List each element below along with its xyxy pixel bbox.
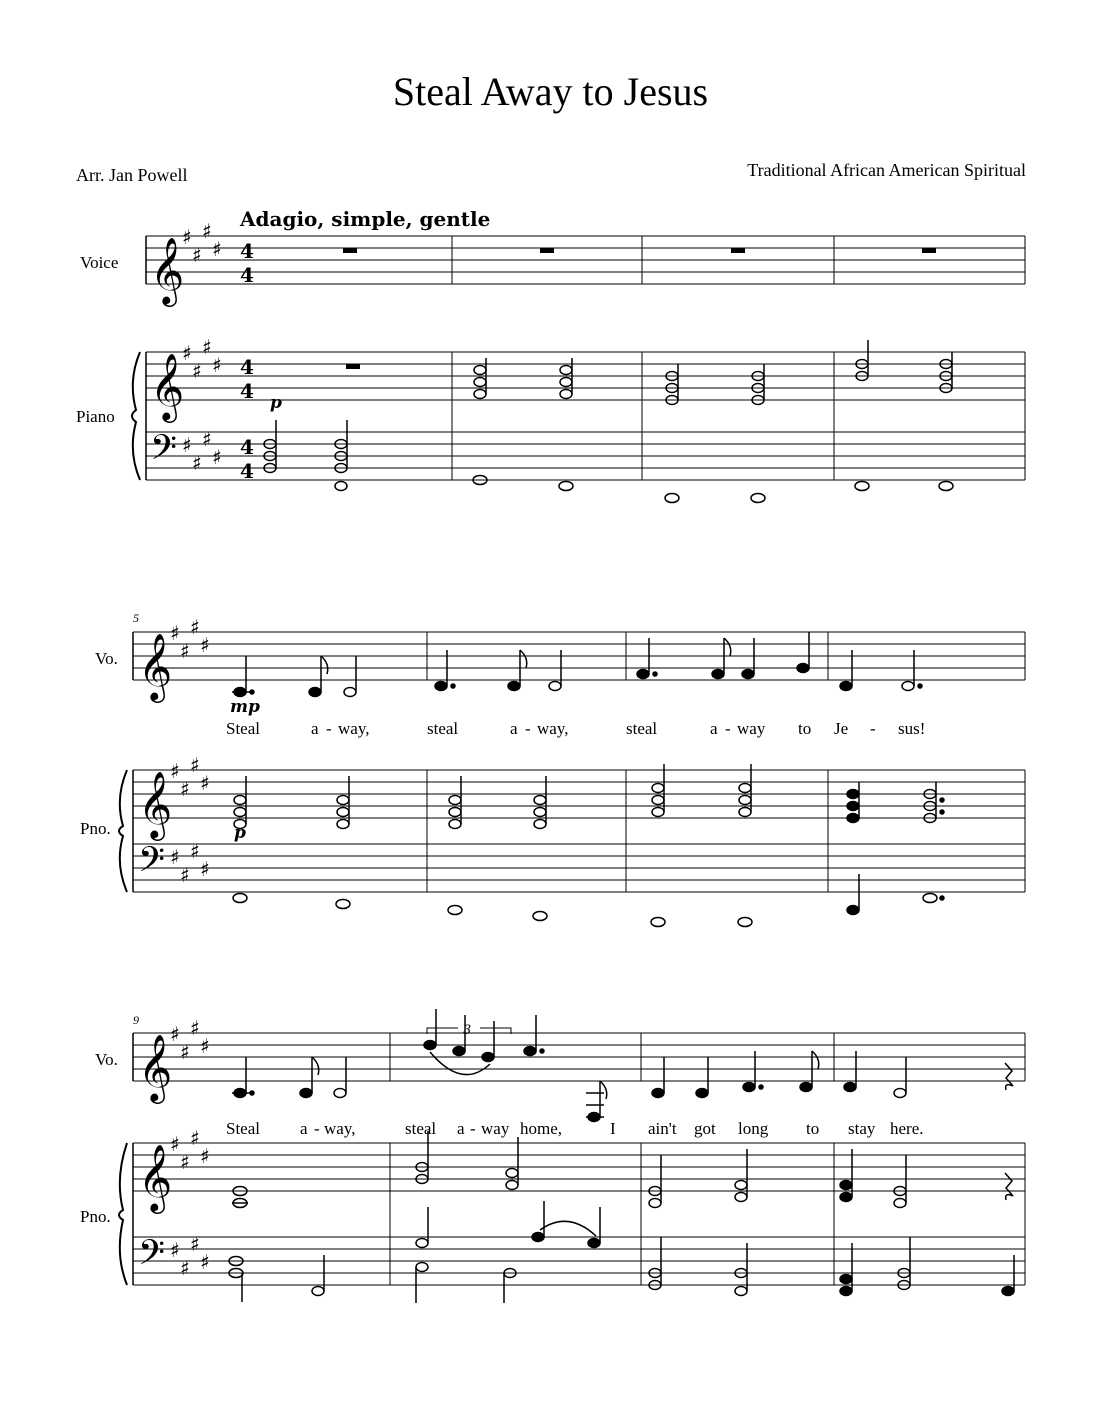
bass-clef-icon: 𝄢 xyxy=(138,839,166,888)
svg-text:-: - xyxy=(525,719,531,738)
svg-text:♯: ♯ xyxy=(180,1256,190,1280)
clefs-system-3 xyxy=(138,1033,172,1281)
svg-text:-: - xyxy=(326,719,332,738)
treble-clef-icon: 𝄞 xyxy=(138,632,173,700)
svg-text:♯: ♯ xyxy=(212,445,222,469)
svg-text:♯: ♯ xyxy=(180,1150,190,1174)
svg-text:♯: ♯ xyxy=(190,1232,200,1256)
piano-notes-system-2 xyxy=(233,764,944,927)
tempo-marking: Adagio, simple, gentle xyxy=(240,207,491,231)
svg-text:4: 4 xyxy=(240,435,254,459)
piano-bass-staff-1 xyxy=(146,432,1025,480)
svg-text:4: 4 xyxy=(240,263,254,287)
svg-text:♯: ♯ xyxy=(180,863,190,887)
system-2 xyxy=(119,632,1025,892)
measure-number: 9 xyxy=(133,1013,139,1027)
voice-staff-1 xyxy=(146,236,1025,284)
instrument-name-piano: Piano xyxy=(76,407,115,426)
svg-text:steal: steal xyxy=(427,719,459,738)
svg-text:a: a xyxy=(300,1119,308,1138)
bass-clef-icon: 𝄢 xyxy=(150,427,178,476)
svg-text:♯: ♯ xyxy=(212,353,222,377)
svg-text:way: way xyxy=(737,719,766,738)
lyrics-system-2 xyxy=(226,719,925,738)
svg-text:a: a xyxy=(510,719,518,738)
page-title: Steal Away to Jesus xyxy=(392,69,709,114)
voice-notes-system-2 xyxy=(232,632,922,697)
svg-text:to: to xyxy=(798,719,812,738)
svg-text:♯: ♯ xyxy=(182,225,192,249)
system-1 xyxy=(132,236,1025,480)
clefs-system-1 xyxy=(150,236,184,476)
svg-text:♯: ♯ xyxy=(192,451,202,475)
treble-clef-icon: 𝄞 xyxy=(150,352,185,420)
instrument-name-voice: Vo. xyxy=(95,649,118,668)
svg-text:♯: ♯ xyxy=(182,341,192,365)
svg-text:♯: ♯ xyxy=(200,1034,210,1058)
svg-text:way,: way, xyxy=(537,719,569,738)
svg-text:♯: ♯ xyxy=(170,845,180,869)
piano-treble-staff-3 xyxy=(133,1143,1025,1191)
svg-text:-: - xyxy=(870,719,876,738)
instrument-name-piano: Pno. xyxy=(80,819,111,838)
treble-clef-icon: 𝄞 xyxy=(138,1033,173,1101)
treble-clef-icon: 𝄞 xyxy=(138,770,173,838)
svg-text:♯: ♯ xyxy=(192,243,202,267)
svg-text:-: - xyxy=(725,719,731,738)
svg-text:♯: ♯ xyxy=(170,1238,180,1262)
svg-text:home,: home, xyxy=(520,1119,563,1138)
voice-notes-system-3 xyxy=(232,1009,1013,1122)
key-signatures-system-1 xyxy=(182,219,222,475)
svg-text:a: a xyxy=(311,719,319,738)
piano-bass-staff-2 xyxy=(133,844,1025,892)
svg-text:♯: ♯ xyxy=(200,1144,210,1168)
svg-text:♯: ♯ xyxy=(192,359,202,383)
svg-text:♯: ♯ xyxy=(200,771,210,795)
svg-text:way: way xyxy=(481,1119,510,1138)
svg-text:steal: steal xyxy=(626,719,658,738)
key-signatures-system-3 xyxy=(170,1016,210,1280)
svg-text:♯: ♯ xyxy=(200,857,210,881)
svg-text:♯: ♯ xyxy=(190,1016,200,1040)
svg-text:♯: ♯ xyxy=(180,777,190,801)
svg-text:♯: ♯ xyxy=(212,237,222,261)
instrument-name-voice: Voice xyxy=(80,253,119,272)
svg-text:♯: ♯ xyxy=(170,1132,180,1156)
composer-credit: Traditional African American Spiritual xyxy=(747,160,1026,180)
svg-text:-: - xyxy=(314,1119,320,1138)
svg-text:a: a xyxy=(710,719,718,738)
instrument-name-voice: Vo. xyxy=(95,1050,118,1069)
svg-text:♯: ♯ xyxy=(180,639,190,663)
lyrics-system-3 xyxy=(226,1119,924,1138)
dynamic-marking: p xyxy=(234,823,246,843)
arranger-credit: Arr. Jan Powell xyxy=(76,165,188,185)
svg-text:long: long xyxy=(738,1119,769,1138)
clefs-system-2 xyxy=(138,632,172,888)
svg-text:4: 4 xyxy=(240,239,254,263)
svg-text:to: to xyxy=(806,1119,820,1138)
svg-text:♯: ♯ xyxy=(190,615,200,639)
svg-text:♯: ♯ xyxy=(180,1040,190,1064)
svg-text:sus!: sus! xyxy=(898,719,926,738)
svg-text:4: 4 xyxy=(240,379,254,403)
svg-text:got: got xyxy=(694,1119,716,1138)
svg-text:way,: way, xyxy=(338,719,370,738)
svg-text:♯: ♯ xyxy=(170,759,180,783)
svg-text:♯: ♯ xyxy=(202,335,212,359)
svg-text:♯: ♯ xyxy=(190,1126,200,1150)
svg-text:4: 4 xyxy=(240,355,254,379)
piano-treble-staff-2 xyxy=(133,770,1025,818)
dynamic-marking: p xyxy=(270,393,282,413)
svg-text:way,: way, xyxy=(324,1119,356,1138)
measure-number: 5 xyxy=(133,611,139,625)
svg-text:I: I xyxy=(610,1119,616,1138)
bass-clef-icon: 𝄢 xyxy=(138,1232,166,1281)
svg-text:-: - xyxy=(470,1119,476,1138)
svg-text:♯: ♯ xyxy=(200,1250,210,1274)
piano-notes-system-3 xyxy=(229,1131,1014,1303)
voice-staff-3 xyxy=(133,1033,1025,1081)
svg-text:Je: Je xyxy=(834,719,849,738)
dynamic-marking: mp xyxy=(230,697,260,717)
svg-text:♯: ♯ xyxy=(200,633,210,657)
treble-clef-icon: 𝄞 xyxy=(138,1143,173,1211)
instrument-name-piano: Pno. xyxy=(80,1207,111,1226)
svg-text:4: 4 xyxy=(240,459,254,483)
svg-text:Steal: Steal xyxy=(226,1119,260,1138)
time-signatures xyxy=(240,239,254,483)
voice-staff-2 xyxy=(133,632,1025,680)
svg-text:a: a xyxy=(457,1119,465,1138)
piano-bass-staff-3 xyxy=(133,1237,1025,1285)
system-3 xyxy=(119,1033,1025,1285)
treble-clef-icon: 𝄞 xyxy=(150,236,185,304)
svg-text:♯: ♯ xyxy=(202,427,212,451)
svg-text:ain't: ain't xyxy=(648,1119,677,1138)
svg-text:♯: ♯ xyxy=(170,1022,180,1046)
svg-text:♯: ♯ xyxy=(182,433,192,457)
svg-text:here.: here. xyxy=(890,1119,924,1138)
svg-text:♯: ♯ xyxy=(190,753,200,777)
svg-text:Steal: Steal xyxy=(226,719,260,738)
svg-text:steal: steal xyxy=(405,1119,437,1138)
svg-text:♯: ♯ xyxy=(202,219,212,243)
svg-text:♯: ♯ xyxy=(190,839,200,863)
tuplet-number: 3 xyxy=(463,1023,472,1038)
svg-text:stay: stay xyxy=(848,1119,876,1138)
svg-text:♯: ♯ xyxy=(170,621,180,645)
